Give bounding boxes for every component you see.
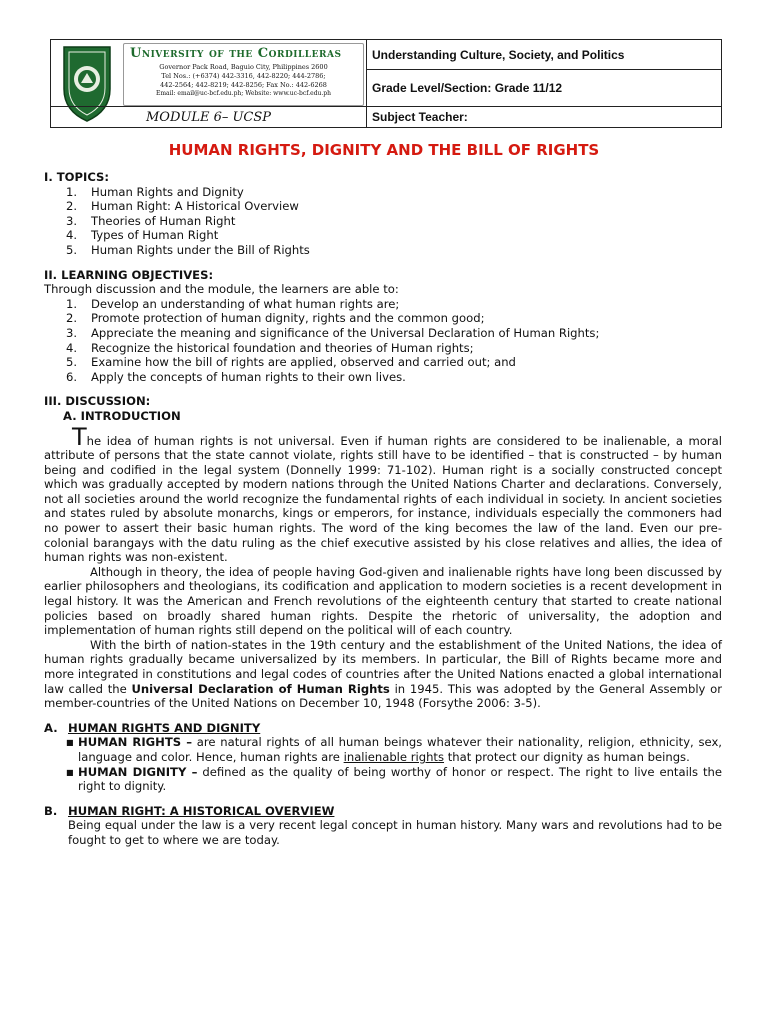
header-left-cell: [51, 40, 367, 127]
list-item: 2. Human Right: A Historical Overview: [66, 199, 299, 214]
objectives-list: [44, 297, 722, 385]
list-item: 2. Promote protection of human dignity, rights and the common good;: [66, 311, 485, 326]
header-table: [50, 39, 722, 128]
header-right-cell: [367, 40, 721, 127]
subject-teacher: Subject Teacher:: [367, 106, 721, 127]
document-body: [44, 170, 722, 848]
subject-name: Understanding Culture, Society, and Politics: [367, 40, 721, 70]
university-tel: Tel Nos.: (+6374) 442-3316, 442-8220; 444-2786;: [161, 72, 326, 80]
topics-heading: I. TOPICS:: [44, 170, 110, 184]
page-title: HUMAN RIGHTS, DIGNITY AND THE BILL OF RIGHTS: [168, 141, 600, 159]
intro-paragraph-2: Although in theory, the idea of people having God-given and inalienable rights have long been discussed by earlier philosophers and theologians, its codification and application to modern societies is a recent development in legal history. It was the American and French revolutions of the eighteenth century that started to create national policies based on broadly shared human rights. Despite the rhetoric of universality, the adoption and implementation of human rights still depend on the political will of each country.: [44, 564, 722, 638]
list-item: 3. Theories of Human Right: [66, 213, 236, 228]
topics-list: [44, 185, 722, 258]
introduction-heading: A. INTRODUCTION: [63, 408, 181, 423]
university-info-box: [123, 43, 364, 106]
list-item: 1. Human Rights and Dignity: [66, 184, 244, 199]
section-a-heading: A. HUMAN RIGHTS AND DIGNITY: [44, 720, 261, 735]
grade-level: Grade Level/Section: Grade 11/12: [372, 81, 563, 95]
drop-cap: T: [72, 422, 87, 451]
list-item: ■ HUMAN RIGHTS – are natural rights of all human beings whatever their nationality, religion, ethnicity, sex, language and color. Hence, human rights are inalienable rights that protect our dignity as human beings.: [66, 735, 722, 764]
list-item: ■ HUMAN DIGNITY – defined as the quality of being worthy of honor or respect. The right to live entails the right to dignity.: [66, 764, 722, 794]
objectives-heading: II. LEARNING OBJECTIVES:: [44, 267, 214, 282]
section-b-text: Being equal under the law is a very recent legal concept in human history. Many wars and revolutions had to be fought to get to where we are today.: [68, 818, 722, 847]
list-item: 6. Apply the concepts of human rights to their own lives.: [66, 369, 406, 384]
bullet-icon: ■: [66, 738, 74, 748]
module-label: MODULE 6– UCSP: [51, 106, 366, 128]
university-tel-fax: 442-2564; 442-8219; 442-8256; Fax No.: 442-6268: [160, 81, 327, 89]
bullet-icon: ■: [66, 767, 74, 777]
intro-paragraph-3: With the birth of nation-states in the 19th century and the establishment of the United Nations, the idea of human rights gradually became universalized by its members. In particular, the Bill of Rights became more and more integrated in constitutions and legal codes of countries after the United Nations enacted a global international law called the Universal Declaration of Human Rights in 1945. This was adopted by the General Assembly or member-countries of the United Nations on December 10, 1948 (Forsythe 2006: 3-5).: [44, 637, 723, 711]
university-address: Governor Pack Road, Baguio City, Philippines 2600: [159, 63, 328, 71]
discussion-heading: III. DISCUSSION:: [44, 394, 151, 409]
objectives-intro: Through discussion and the module, the learners are able to:: [44, 282, 399, 297]
list-item: 5. Human Rights under the Bill of Rights: [66, 242, 310, 257]
section-a-bullets: [44, 735, 722, 793]
list-item: 4. Recognize the historical foundation and theories of Human rights;: [66, 340, 474, 355]
university-email: Email: email@uc-bcf.edu.ph; Website: www.uc-bcf.edu.ph: [155, 90, 332, 97]
list-item: 5. Examine how the bill of rights are applied, observed and carried out; and: [66, 355, 516, 370]
list-item: 1. Develop an understanding of what human rights are;: [66, 296, 400, 311]
list-item: 4. Types of Human Right: [66, 228, 219, 243]
section-b-heading: B. HUMAN RIGHT: A HISTORICAL OVERVIEW: [44, 803, 335, 818]
list-item: 3. Appreciate the meaning and significance of the Universal Declaration of Human Rights;: [66, 325, 600, 340]
university-name: University of the Cordilleras: [130, 46, 342, 61]
intro-paragraph-1: The idea of human rights is not universal. Even if human rights are considered to be inalienable, a moral attribute of persons that the state cannot violate, rights still have to be identified – that is constructed – by human being and codified in the legal system (Donnelly 1999: 71-102). Human right is a socially constructed concept which was gradually accepted by modern nations through the United Nations Charter and declarations. Conversely, not all societies around the world recognize the fundamental rights of each individual in society. In ancient societies and states ruled by absolute monarchs, kings or emperors, for instance, individuals especially the commoners had no power to assert their basic human rights. The word of the king becomes the law of the land. Even our pre-colonial barangays with the datu ruling as the chief executive assisted by his close relatives and allies, the idea of human rights was non-existent.: [44, 422, 722, 565]
